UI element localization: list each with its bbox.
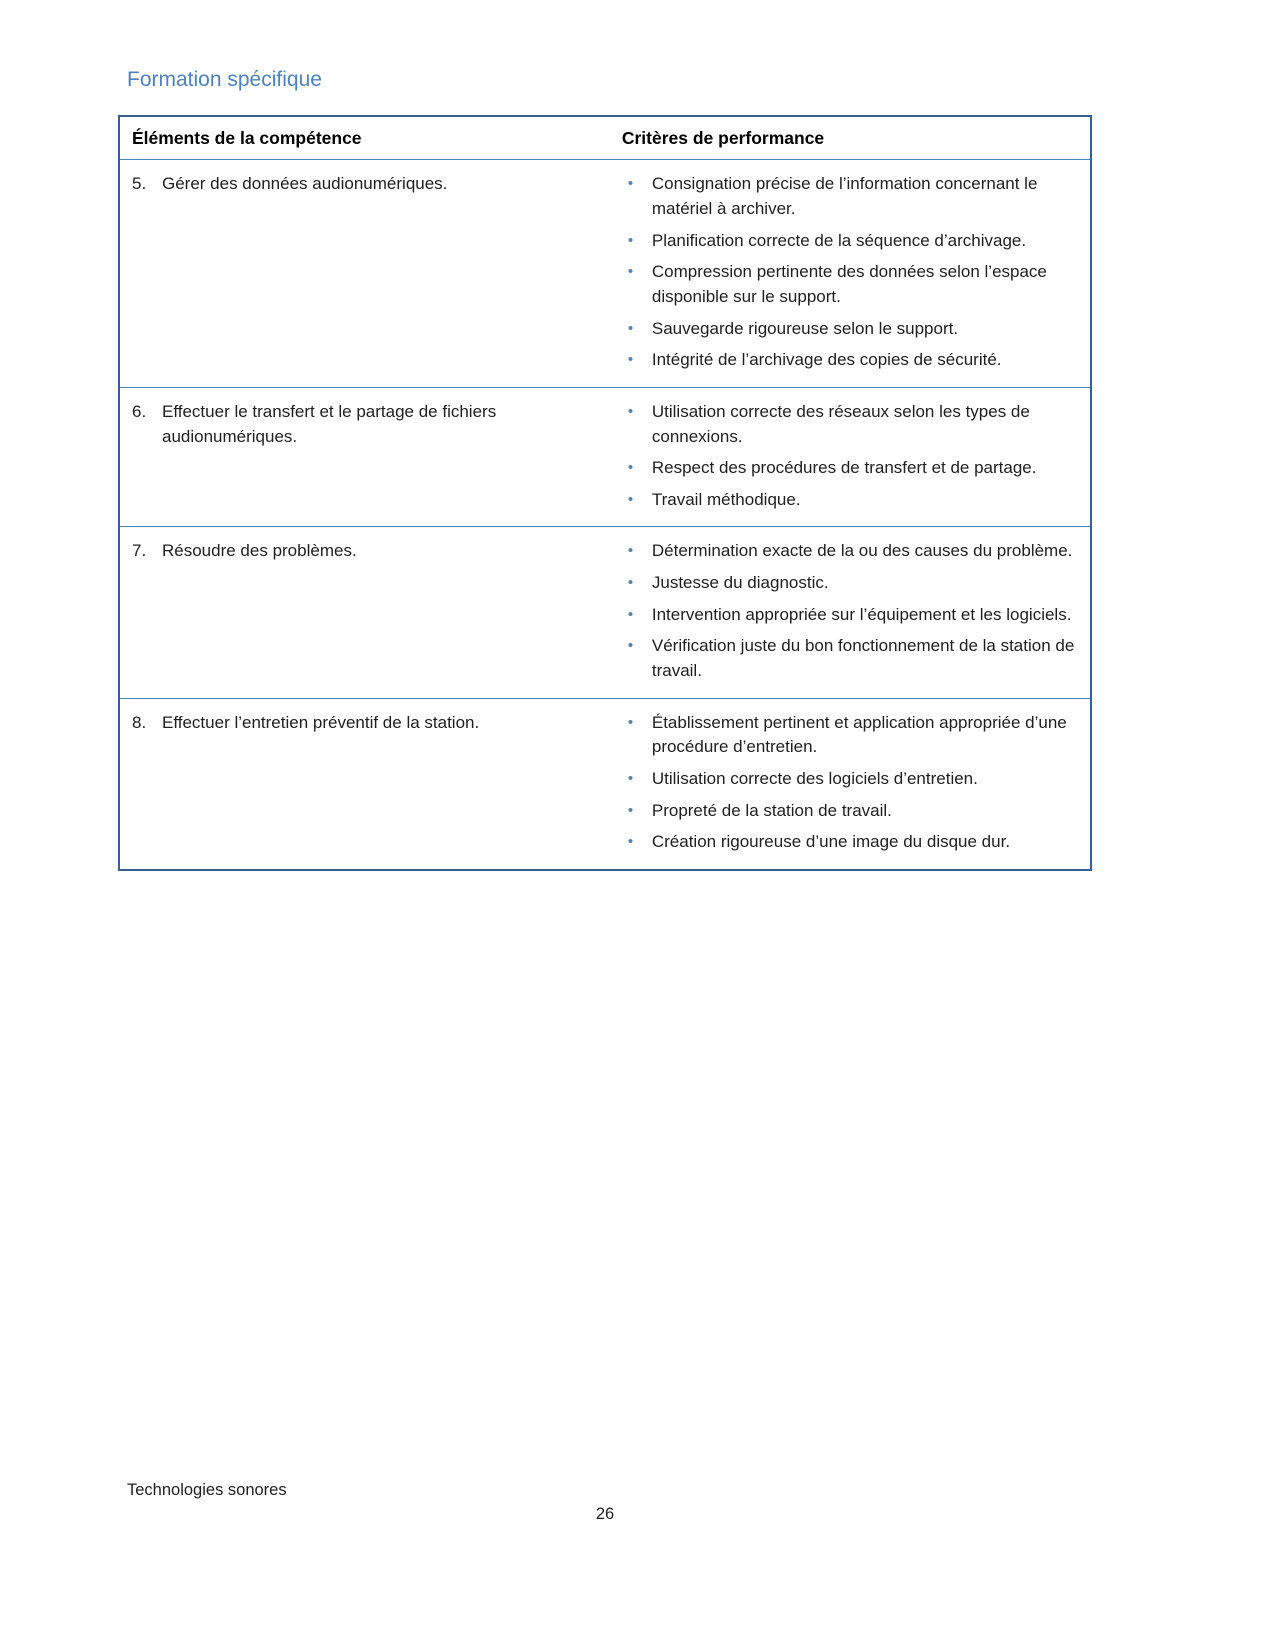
element-number: 7. <box>132 541 147 561</box>
criteria-text: Intégrité de l’archivage des copies de sécurité. <box>651 350 1002 370</box>
table-header <box>119 116 1091 160</box>
criteria-text: Justesse du diagnostic. <box>651 573 829 593</box>
table-row <box>119 527 1091 698</box>
element-item <box>132 711 598 736</box>
footer-document-title: Technologies sonores <box>127 1481 287 1499</box>
criteria-text: Compression pertinente des données selon l’espace disponible sur le support. <box>651 262 1047 306</box>
criteria-cell <box>610 160 1091 387</box>
bullet-icon: • <box>627 713 634 731</box>
criteria-cell <box>610 527 1091 698</box>
element-number: 6. <box>132 401 147 421</box>
criteria-item <box>622 456 1078 481</box>
element-number: 5. <box>132 174 147 194</box>
criteria-list <box>622 172 1078 372</box>
criteria-item <box>622 317 1078 342</box>
element-cell <box>119 387 610 527</box>
criteria-text: Sauvegarde rigoureuse selon le support. <box>651 318 959 338</box>
element-item <box>132 172 598 197</box>
bullet-icon: • <box>627 231 634 249</box>
page-number: 26 <box>595 1505 615 1523</box>
competence-table <box>118 115 1092 871</box>
criteria-text: Utilisation correcte des logiciels d’entretien. <box>651 768 978 788</box>
bullet-icon: • <box>627 769 634 787</box>
criteria-item <box>622 830 1078 855</box>
table-row <box>119 160 1091 387</box>
bullet-icon: • <box>627 319 634 337</box>
element-item <box>132 400 598 449</box>
header-criteres: Critères de performance <box>610 116 1091 160</box>
criteria-text: Planification correcte de la séquence d’archivage. <box>651 230 1027 250</box>
criteria-item <box>622 539 1078 564</box>
element-item <box>132 539 598 564</box>
criteria-text: Détermination exacte de la ou des causes du problème. <box>651 541 1073 561</box>
bullet-icon: • <box>627 175 634 193</box>
bullet-icon: • <box>627 490 634 508</box>
table-header-row <box>119 116 1091 160</box>
bullet-icon: • <box>627 351 634 369</box>
criteria-text: Création rigoureuse d’une image du disque dur. <box>651 832 1011 852</box>
element-cell <box>119 160 610 387</box>
bullet-icon: • <box>627 263 634 281</box>
criteria-text: Vérification juste du bon fonctionnement de la station de travail. <box>651 636 1075 680</box>
criteria-item <box>622 767 1078 792</box>
criteria-item <box>622 260 1078 309</box>
criteria-item <box>622 172 1078 221</box>
criteria-text: Travail méthodique. <box>651 489 801 509</box>
criteria-item <box>622 799 1078 824</box>
element-number: 8. <box>132 712 147 732</box>
element-label: Effectuer le transfert et le partage de fichiers audionumériques. <box>162 401 497 446</box>
bullet-icon: • <box>627 459 634 477</box>
criteria-text: Établissement pertinent et application appropriée d’une procédure d’entretien. <box>651 712 1067 757</box>
table-row <box>119 698 1091 870</box>
criteria-text: Respect des procédures de transfert et de partage. <box>651 458 1037 478</box>
criteria-text: Intervention appropriée sur l’équipement et les logiciels. <box>651 604 1072 624</box>
bullet-icon: • <box>627 637 634 655</box>
bullet-icon: • <box>627 574 634 592</box>
bullet-icon: • <box>627 542 634 560</box>
criteria-item <box>622 348 1078 373</box>
criteria-list <box>622 400 1078 513</box>
criteria-item <box>622 634 1078 683</box>
element-cell <box>119 527 610 698</box>
element-label: Gérer des données audionumériques. <box>162 174 448 194</box>
criteria-item <box>622 571 1078 596</box>
table-row <box>119 387 1091 527</box>
element-label: Effectuer l’entretien préventif de la station. <box>162 712 480 732</box>
criteria-list <box>622 539 1078 683</box>
criteria-item <box>622 400 1078 449</box>
criteria-item <box>622 229 1078 254</box>
criteria-text: Consignation précise de l’information concernant le matériel à archiver. <box>651 174 1038 219</box>
criteria-text: Propreté de la station de travail. <box>651 800 892 820</box>
section-title: Formation spécifique <box>127 68 322 91</box>
criteria-item <box>622 603 1078 628</box>
criteria-cell <box>610 698 1091 870</box>
criteria-item <box>622 488 1078 513</box>
element-cell <box>119 698 610 870</box>
criteria-cell <box>610 387 1091 527</box>
element-label: Résoudre des problèmes. <box>162 541 357 561</box>
criteria-text: Utilisation correcte des réseaux selon les types de connexions. <box>651 401 1030 446</box>
criteria-item <box>622 711 1078 760</box>
header-elements: Éléments de la compétence <box>119 116 610 160</box>
criteria-list <box>622 711 1078 855</box>
competence-table-body <box>119 160 1091 870</box>
bullet-icon: • <box>627 801 634 819</box>
bullet-icon: • <box>627 605 634 623</box>
bullet-icon: • <box>627 402 634 420</box>
bullet-icon: • <box>627 833 634 851</box>
